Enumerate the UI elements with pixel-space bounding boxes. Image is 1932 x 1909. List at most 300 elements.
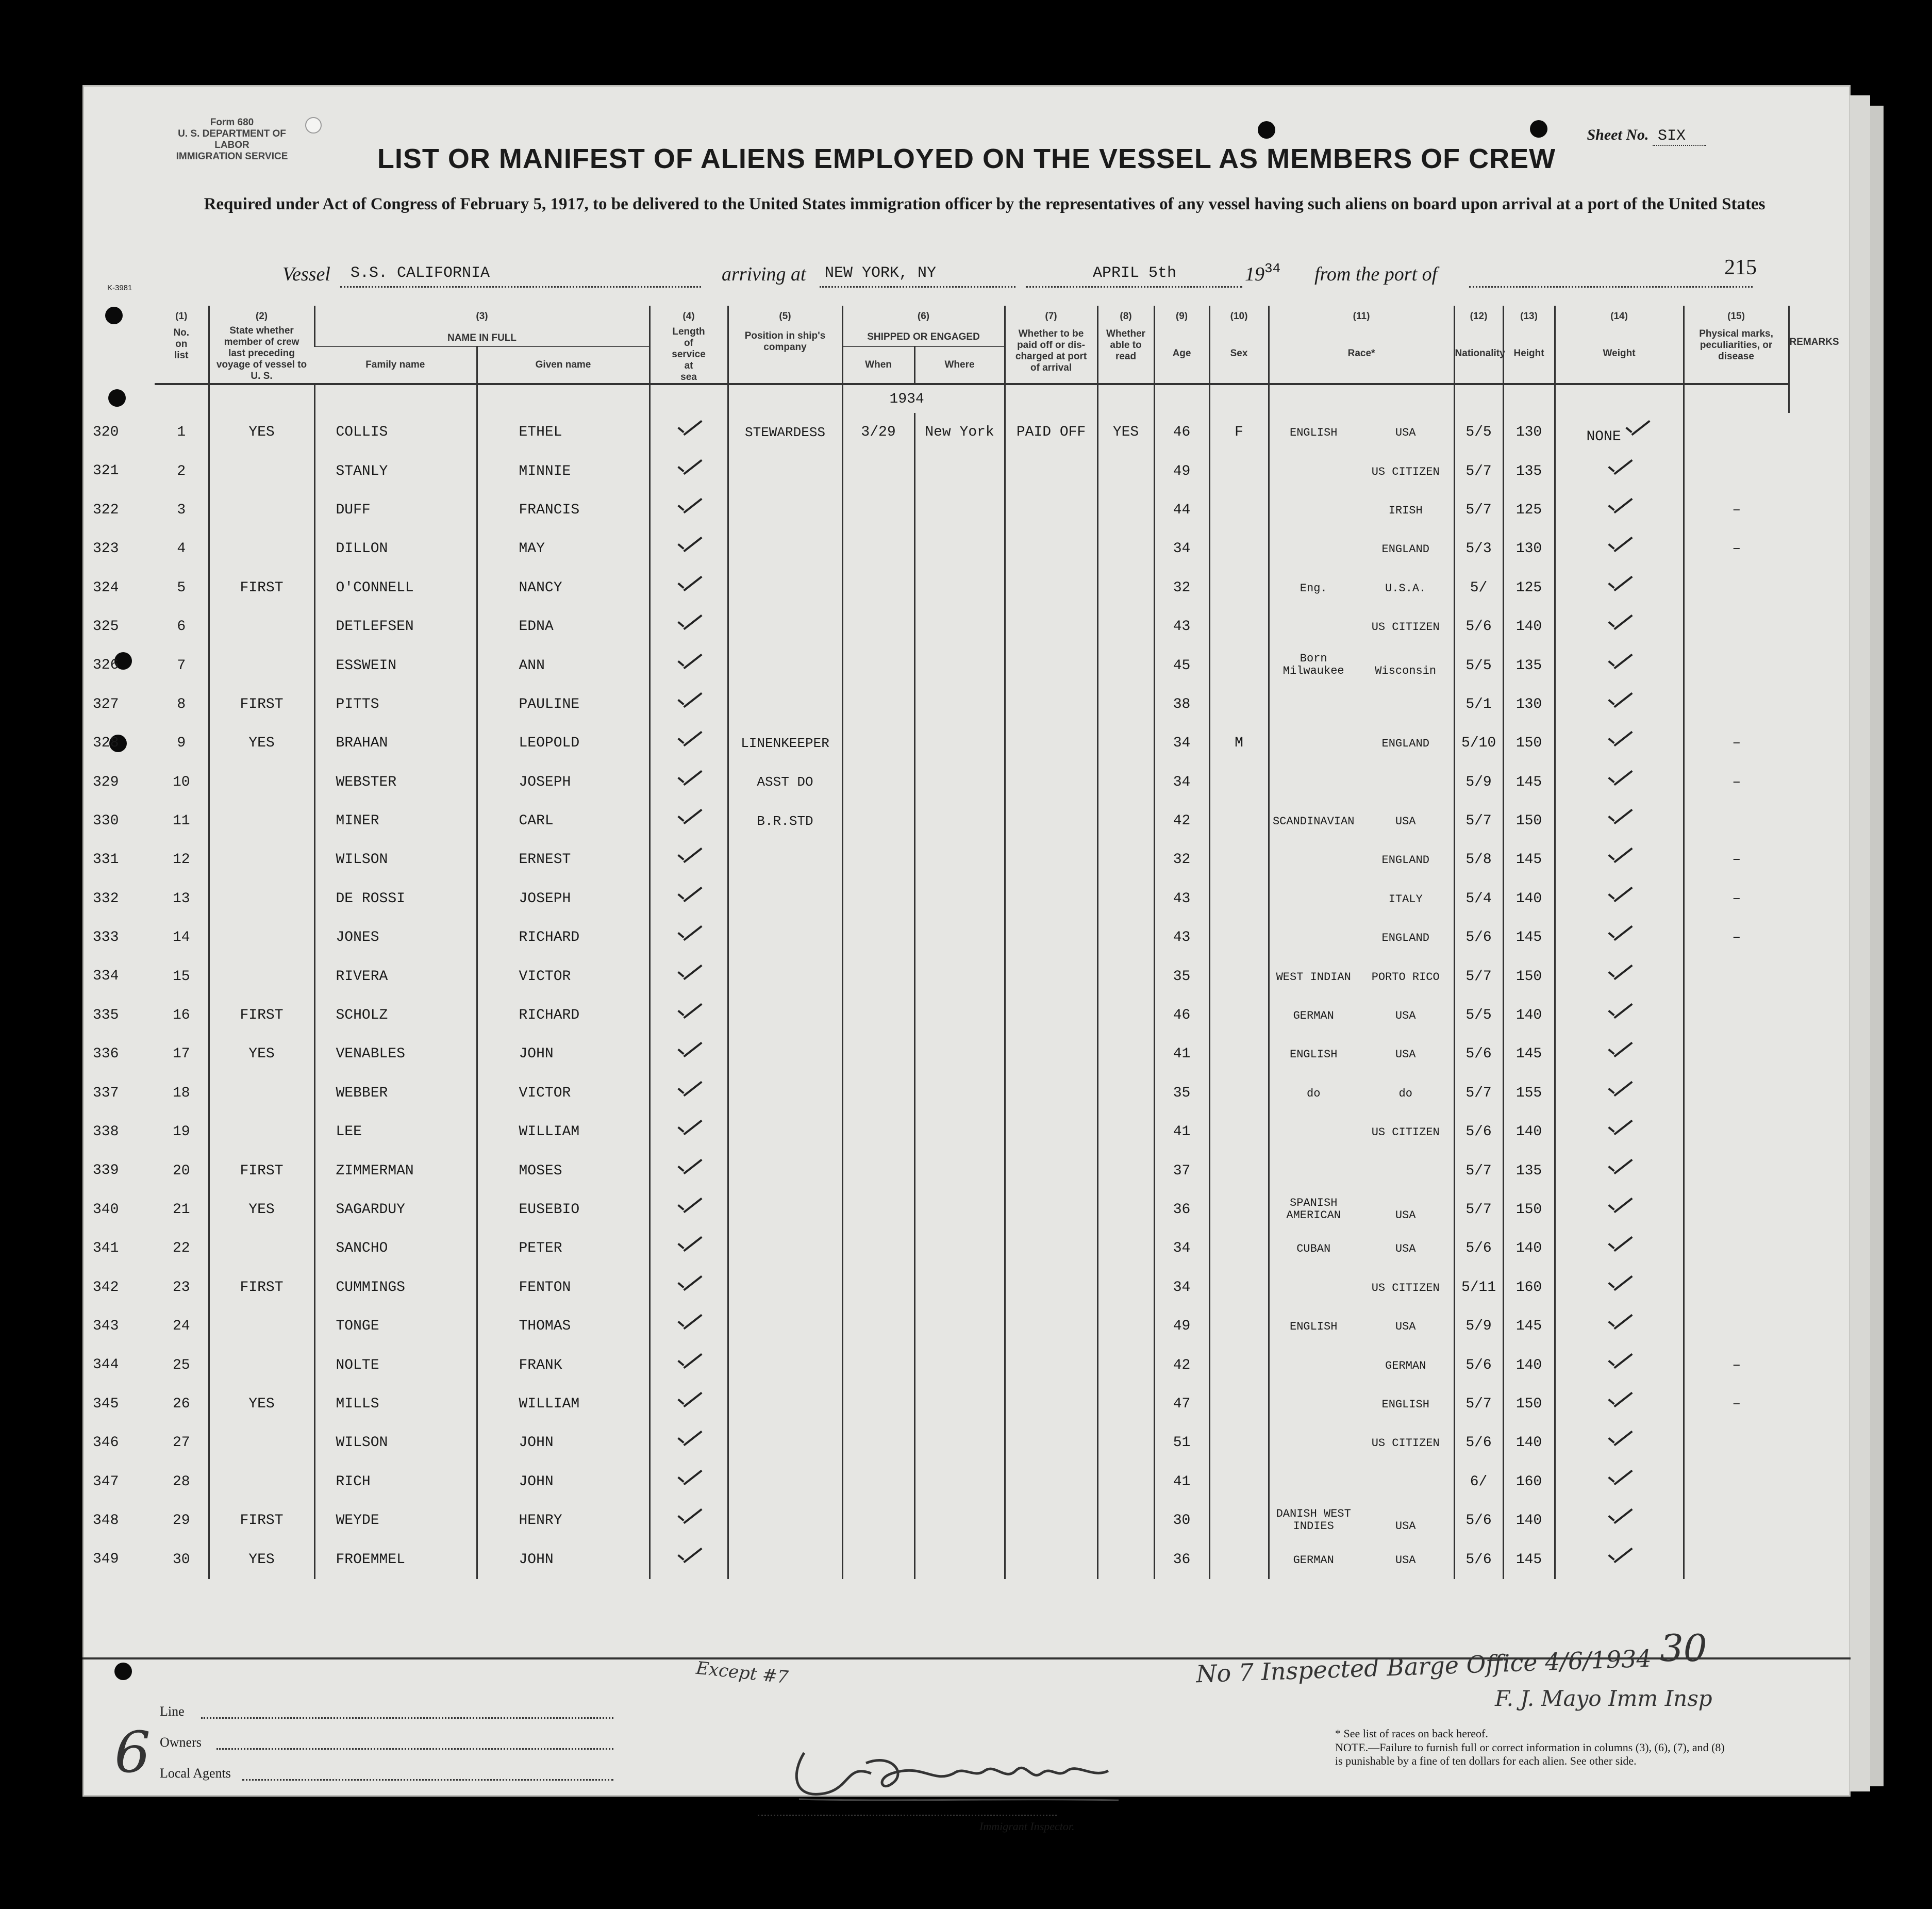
line-number: 349	[93, 1551, 119, 1568]
previous-voyage	[209, 607, 314, 646]
col-paid-off-header: (7) Whether to be paid off or dis- charged at port of arrival	[1005, 306, 1097, 384]
service-check	[649, 763, 728, 802]
check-mark-icon	[673, 964, 704, 985]
sex	[1209, 840, 1269, 879]
sex	[1209, 1346, 1269, 1384]
race-nationality	[1269, 1229, 1454, 1268]
table-row	[155, 1074, 1789, 1113]
family-name: TONGE	[314, 1307, 477, 1346]
position	[728, 879, 842, 918]
table-row	[155, 1346, 1789, 1384]
previous-voyage	[209, 1307, 314, 1346]
check-mark-icon	[1604, 886, 1635, 907]
manifest-sheet	[82, 85, 1851, 1833]
check-mark-icon	[673, 1041, 704, 1062]
position	[728, 452, 842, 490]
line-number: 326	[93, 657, 119, 674]
family-name: RICH	[314, 1463, 477, 1501]
race-nationality	[1269, 1346, 1454, 1384]
previous-voyage	[209, 763, 314, 802]
shipped-when	[842, 1501, 914, 1540]
check-mark-icon	[673, 1469, 704, 1490]
height: 5/7	[1454, 452, 1503, 490]
service-check	[649, 957, 728, 995]
given-name: JOSEPH	[477, 879, 649, 918]
previous-voyage: YES	[209, 1190, 314, 1229]
shipped-when	[842, 1423, 914, 1462]
sex	[1209, 879, 1269, 918]
weight: 130	[1503, 685, 1555, 724]
punch-hole	[105, 307, 123, 324]
nationality: ENGLAND	[1381, 737, 1429, 751]
dotline	[242, 1779, 613, 1781]
line-number: 346	[93, 1435, 119, 1451]
shipped-when	[842, 1151, 914, 1190]
able-to-read	[1097, 1229, 1154, 1268]
previous-voyage: FIRST	[209, 569, 314, 607]
age: 43	[1154, 918, 1209, 957]
service-check	[649, 1113, 728, 1151]
height: 5/	[1454, 569, 1503, 607]
race-nationality	[1269, 724, 1454, 762]
shipped-when	[842, 646, 914, 685]
service-check	[649, 1307, 728, 1346]
paid-off	[1005, 529, 1097, 568]
line-number: 320	[93, 424, 119, 440]
list-number: 14 333	[93, 929, 190, 946]
age: 43	[1154, 879, 1209, 918]
position	[728, 840, 842, 879]
table-row	[155, 646, 1789, 685]
list-number: 22 341	[93, 1240, 190, 1257]
position: STEWARDESS	[728, 413, 842, 452]
previous-voyage: YES	[209, 1540, 314, 1579]
able-to-read	[1097, 840, 1154, 879]
age: 42	[1154, 802, 1209, 840]
shipped-when	[842, 569, 914, 607]
sheet-number	[1587, 126, 1706, 145]
physical-marks	[1555, 802, 1684, 840]
shipped-when	[842, 918, 914, 957]
nationality: US CITIZEN	[1371, 1437, 1440, 1450]
table-row	[155, 763, 1789, 802]
given-name: VICTOR	[477, 1074, 649, 1113]
nationality: US CITIZEN	[1371, 621, 1440, 634]
service-check	[649, 802, 728, 840]
check-mark-icon	[673, 1236, 704, 1256]
shipped-when	[842, 879, 914, 918]
family-name: ESSWEIN	[314, 646, 477, 685]
paid-off	[1005, 685, 1097, 724]
line-label: Line	[160, 1704, 185, 1719]
weight: 135	[1503, 646, 1555, 685]
shipped-when	[842, 1346, 914, 1384]
sex	[1209, 646, 1269, 685]
list-number: 26 345	[93, 1396, 190, 1412]
service-check	[649, 607, 728, 646]
weight: 150	[1503, 724, 1555, 762]
check-mark-icon	[673, 1003, 704, 1023]
race: WEST INDIAN	[1276, 970, 1351, 984]
age: 32	[1154, 840, 1209, 879]
check-mark-icon	[1604, 1158, 1635, 1179]
service-check	[649, 840, 728, 879]
position	[728, 685, 842, 724]
race: Born Milwaukee	[1283, 652, 1344, 678]
col-when-header: When	[842, 346, 914, 384]
previous-voyage: YES	[209, 724, 314, 762]
paid-off	[1005, 1190, 1097, 1229]
height: 5/5	[1454, 646, 1503, 685]
check-mark-icon	[673, 1275, 704, 1296]
table-row	[155, 452, 1789, 490]
line-number: 333	[93, 929, 119, 946]
nationality: USA	[1395, 1009, 1416, 1023]
weight: 160	[1503, 1268, 1555, 1307]
remarks	[1684, 1074, 1789, 1113]
shipped-where	[914, 1423, 1005, 1462]
race-nationality	[1269, 840, 1454, 879]
given-name: RICHARD	[477, 996, 649, 1035]
nationality: do	[1398, 1087, 1412, 1100]
page-title: LIST OR MANIFEST OF ALIENS EMPLOYED ON THE VESSEL AS MEMBERS OF CREW	[377, 143, 1556, 174]
remarks: –	[1684, 879, 1789, 918]
age: 46	[1154, 413, 1209, 452]
paid-off	[1005, 646, 1097, 685]
height: 5/6	[1454, 1346, 1503, 1384]
list-number: 29 348	[93, 1512, 190, 1529]
age: 41	[1154, 1463, 1209, 1501]
given-name: PAULINE	[477, 685, 649, 724]
inspector-initials: F. J. Mayo Imm Insp	[1495, 1686, 1712, 1711]
height: 5/6	[1454, 1501, 1503, 1540]
race-nationality	[1269, 1540, 1454, 1579]
given-name: FRANCIS	[477, 491, 649, 529]
dotline	[340, 286, 701, 288]
weight: 140	[1503, 607, 1555, 646]
race-nationality	[1269, 1113, 1454, 1151]
list-number: 16 335	[93, 1007, 190, 1024]
table-row	[155, 529, 1789, 568]
sex	[1209, 1540, 1269, 1579]
remarks	[1684, 452, 1789, 490]
given-name: RICHARD	[477, 918, 649, 957]
position	[728, 1540, 842, 1579]
able-to-read: YES	[1097, 413, 1154, 452]
check-mark-icon	[1604, 1041, 1635, 1062]
position	[728, 1463, 842, 1501]
family-name: JONES	[314, 918, 477, 957]
given-name: THOMAS	[477, 1307, 649, 1346]
check-mark-icon	[673, 692, 704, 712]
race-nationality	[1269, 569, 1454, 607]
shipped-where	[914, 840, 1005, 879]
sex	[1209, 1151, 1269, 1190]
col-name-header: (3) NAME IN FULL	[314, 306, 649, 346]
shipped-where	[914, 802, 1005, 840]
family-name: WILSON	[314, 1423, 477, 1462]
able-to-read	[1097, 724, 1154, 762]
sex	[1209, 1113, 1269, 1151]
position	[728, 1151, 842, 1190]
remarks	[1684, 1035, 1789, 1073]
previous-voyage: YES	[209, 1035, 314, 1073]
col-family-name-header: Family name	[314, 346, 477, 384]
paid-off	[1005, 918, 1097, 957]
given-name: WILLIAM	[477, 1113, 649, 1151]
height: 5/6	[1454, 1423, 1503, 1462]
previous-voyage: YES	[209, 413, 314, 452]
remarks: –	[1684, 763, 1789, 802]
position	[728, 918, 842, 957]
race: DANISH WEST INDIES	[1276, 1507, 1351, 1533]
age: 35	[1154, 957, 1209, 995]
given-name: EDNA	[477, 607, 649, 646]
race-nationality	[1269, 879, 1454, 918]
height: 5/6	[1454, 918, 1503, 957]
remarks	[1684, 1463, 1789, 1501]
age: 35	[1154, 1074, 1209, 1113]
col-position-header: (5) Position in ship's company	[728, 306, 842, 384]
page-edge-back	[1870, 106, 1884, 1786]
nationality: US CITIZEN	[1371, 1281, 1440, 1294]
check-mark-icon	[673, 1391, 704, 1412]
form-code: K-3981	[107, 284, 132, 292]
given-name: MINNIE	[477, 452, 649, 490]
table-row	[155, 1190, 1789, 1229]
able-to-read	[1097, 918, 1154, 957]
given-name: MOSES	[477, 1151, 649, 1190]
previous-voyage	[209, 957, 314, 995]
remarks: –	[1684, 491, 1789, 529]
given-name: VICTOR	[477, 957, 649, 995]
able-to-read	[1097, 569, 1154, 607]
race: GERMAN	[1293, 1009, 1334, 1023]
physical-marks	[1555, 763, 1684, 802]
race-nationality	[1269, 1463, 1454, 1501]
nationality: US CITIZEN	[1371, 465, 1440, 478]
shipped-when	[842, 1229, 914, 1268]
paid-off	[1005, 452, 1097, 490]
remarks	[1684, 1229, 1789, 1268]
table-row	[155, 569, 1789, 607]
check-mark-icon	[673, 1547, 704, 1568]
previous-voyage	[209, 1346, 314, 1384]
weight: 150	[1503, 1190, 1555, 1229]
sex: F	[1209, 413, 1269, 452]
sex	[1209, 1190, 1269, 1229]
check-mark-icon	[1604, 614, 1635, 635]
family-name: O'CONNELL	[314, 569, 477, 607]
able-to-read	[1097, 1385, 1154, 1423]
table-row	[155, 918, 1789, 957]
previous-voyage	[209, 918, 314, 957]
race: SCANDINAVIAN	[1272, 815, 1355, 828]
race-nationality	[1269, 1307, 1454, 1346]
remarks	[1684, 802, 1789, 840]
table-row	[155, 1463, 1789, 1501]
check-mark-icon	[673, 575, 704, 596]
service-check	[649, 1268, 728, 1307]
form-id: Form 680 U. S. DEPARTMENT OF LABOR IMMIGRATION SERVICE	[176, 117, 288, 162]
physical-marks	[1555, 1501, 1684, 1540]
age: 41	[1154, 1113, 1209, 1151]
height: 5/8	[1454, 840, 1503, 879]
position	[728, 1074, 842, 1113]
given-name: CARL	[477, 802, 649, 840]
physical-marks	[1555, 1229, 1684, 1268]
penalty-note: NOTE.—Failure to furnish full or correct information in columns (3), (6), (7), and (8) is punishable by a fine of ten dollars for each alien. See other side.	[1335, 1741, 1725, 1767]
check-mark-icon	[673, 847, 704, 868]
shipped-when	[842, 1385, 914, 1423]
family-name: LEE	[314, 1113, 477, 1151]
line-number: 342	[93, 1279, 119, 1296]
race-nationality	[1269, 529, 1454, 568]
list-number: 15 334	[93, 968, 190, 985]
age: 32	[1154, 569, 1209, 607]
list-number: 12 331	[93, 852, 190, 868]
list-number: 13 332	[93, 890, 190, 907]
sex	[1209, 1229, 1269, 1268]
table-row	[155, 1229, 1789, 1268]
list-number: 27 346	[93, 1435, 190, 1451]
height: 5/9	[1454, 1307, 1503, 1346]
service-check	[649, 1463, 728, 1501]
height: 6/	[1454, 1463, 1503, 1501]
physical-marks	[1555, 491, 1684, 529]
paid-off	[1005, 763, 1097, 802]
shipped-when	[842, 1463, 914, 1501]
nationality: GERMAN	[1385, 1359, 1426, 1372]
weight: 125	[1503, 569, 1555, 607]
physical-marks	[1555, 1190, 1684, 1229]
table-row	[155, 1035, 1789, 1073]
shipped-where	[914, 1268, 1005, 1307]
sex	[1209, 1035, 1269, 1073]
height: 5/11	[1454, 1268, 1503, 1307]
sex	[1209, 763, 1269, 802]
race: SPANISH AMERICAN	[1286, 1196, 1341, 1222]
family-name: SCHOLZ	[314, 996, 477, 1035]
physical-marks	[1555, 685, 1684, 724]
weight: 140	[1503, 879, 1555, 918]
previous-voyage: FIRST	[209, 1501, 314, 1540]
line-number: 329	[93, 774, 119, 790]
position	[728, 1268, 842, 1307]
age: 42	[1154, 1346, 1209, 1384]
table-row	[155, 1307, 1789, 1346]
race: Eng.	[1300, 582, 1327, 595]
sex	[1209, 1463, 1269, 1501]
col-read-header: (8) Whether able to read	[1097, 306, 1154, 384]
list-number: 21 340	[93, 1201, 190, 1218]
service-check	[649, 1423, 728, 1462]
able-to-read	[1097, 802, 1154, 840]
service-check	[649, 918, 728, 957]
check-mark-icon	[1604, 1469, 1635, 1490]
corner-mark: 6	[114, 1719, 151, 1785]
age: 36	[1154, 1540, 1209, 1579]
nationality: USA	[1395, 1519, 1416, 1533]
shipped-where	[914, 1307, 1005, 1346]
check-mark-icon	[673, 925, 704, 945]
age: 34	[1154, 1229, 1209, 1268]
position	[728, 957, 842, 995]
table-row	[155, 840, 1789, 879]
check-mark-icon	[1604, 1236, 1635, 1256]
paid-off	[1005, 802, 1097, 840]
age: 36	[1154, 1190, 1209, 1229]
check-mark-icon	[673, 1081, 704, 1101]
weight: 130	[1503, 413, 1555, 452]
family-name: BRAHAN	[314, 724, 477, 762]
physical-marks	[1555, 1540, 1684, 1579]
paid-off	[1005, 1151, 1097, 1190]
weight: 140	[1503, 1346, 1555, 1384]
family-name: MINER	[314, 802, 477, 840]
table-row	[155, 607, 1789, 646]
age: 37	[1154, 1151, 1209, 1190]
previous-voyage	[209, 1113, 314, 1151]
race: ENGLISH	[1290, 426, 1338, 440]
age: 38	[1154, 685, 1209, 724]
weight: 140	[1503, 1113, 1555, 1151]
line-number: 339	[93, 1163, 119, 1179]
shipped-where	[914, 607, 1005, 646]
position	[728, 569, 842, 607]
remarks	[1684, 1540, 1789, 1579]
shipped-where	[914, 957, 1005, 995]
age: 43	[1154, 607, 1209, 646]
family-name: DILLON	[314, 529, 477, 568]
remarks	[1684, 996, 1789, 1035]
nationality: USA	[1395, 426, 1416, 440]
remarks: –	[1684, 1346, 1789, 1384]
height: 5/1	[1454, 685, 1503, 724]
nationality: PORTO RICO	[1371, 970, 1440, 984]
nationality: USA	[1395, 1208, 1416, 1222]
sex	[1209, 1423, 1269, 1462]
able-to-read	[1097, 1035, 1154, 1073]
sheet-no-label: Sheet No.	[1587, 126, 1649, 143]
given-name: ERNEST	[477, 840, 649, 879]
previous-voyage	[209, 802, 314, 840]
sex	[1209, 1501, 1269, 1540]
able-to-read	[1097, 763, 1154, 802]
year-label: 1934	[842, 384, 1005, 413]
inspector-label: Immigrant Inspector.	[979, 1820, 1075, 1833]
sex	[1209, 529, 1269, 568]
remarks	[1684, 1190, 1789, 1229]
paid-off	[1005, 1385, 1097, 1423]
line-number: 345	[93, 1396, 119, 1412]
race-nationality	[1269, 607, 1454, 646]
race: CUBAN	[1296, 1242, 1331, 1256]
shipped-when	[842, 491, 914, 529]
paid-off	[1005, 879, 1097, 918]
list-number: 2 321	[93, 463, 186, 479]
race-nationality	[1269, 646, 1454, 685]
shipped-where	[914, 763, 1005, 802]
check-mark-icon	[1604, 1314, 1635, 1334]
weight: 145	[1503, 763, 1555, 802]
family-name: VENABLES	[314, 1035, 477, 1073]
shipped-when	[842, 996, 914, 1035]
check-mark-icon	[673, 770, 704, 790]
weight: 150	[1503, 957, 1555, 995]
height: 5/7	[1454, 1385, 1503, 1423]
punch-hole	[1530, 120, 1547, 138]
